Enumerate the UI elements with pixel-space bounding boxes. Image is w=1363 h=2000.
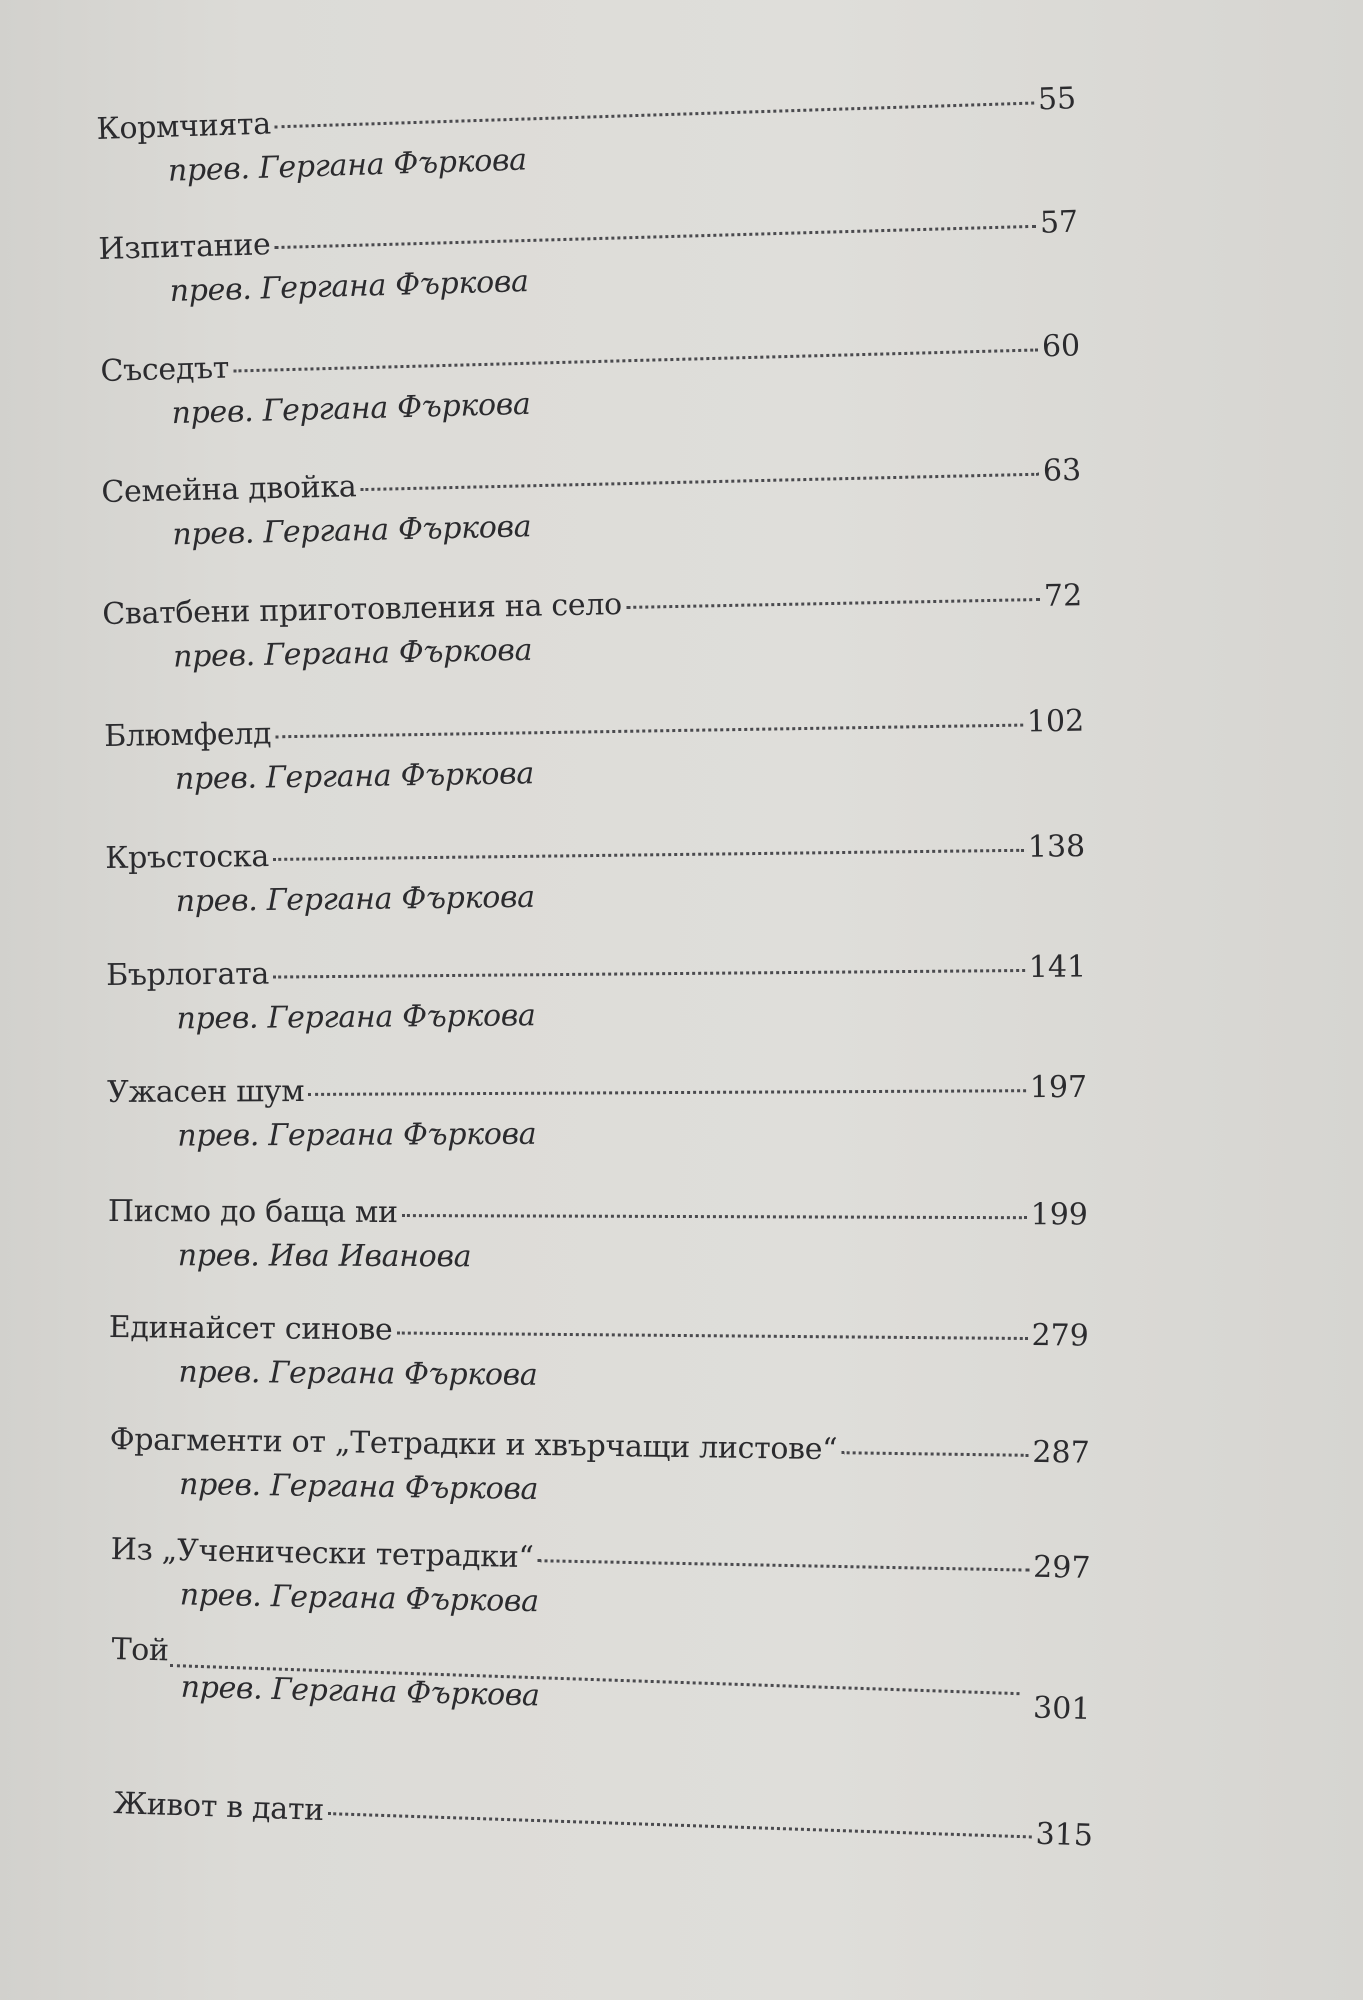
- toc-entry: [107, 1070, 1087, 1154]
- dot-leader: [402, 1214, 1027, 1219]
- page-number: 141: [1028, 949, 1087, 985]
- translator-credit: прев. Гергана Фъркова: [178, 1466, 539, 1507]
- page-number: 297: [1032, 1549, 1091, 1586]
- translator-credit: прев. Гергана Фъркова: [171, 509, 532, 553]
- entry-title: Изпитание: [98, 227, 271, 267]
- toc-entry: [113, 1786, 1094, 1862]
- toc-entry: [104, 704, 1085, 798]
- toc-line: [108, 1194, 1088, 1241]
- dot-leader: [360, 473, 1039, 491]
- page-number: 197: [1029, 1069, 1088, 1106]
- entry-title: Кормчията: [96, 106, 272, 147]
- entry-title: Живот в дати: [112, 1786, 325, 1828]
- entry-title: Блюмфелд: [104, 716, 272, 754]
- dot-leader: [275, 724, 1023, 739]
- translator-credit: прев. Ива Иванова: [177, 1238, 472, 1275]
- dot-leader: [841, 1451, 1028, 1457]
- entry-title: Кръстоска: [105, 838, 270, 876]
- translator-credit: прев. Гергана Фъркова: [175, 879, 535, 920]
- translator-credit: прев. Гергана Фъркова: [178, 1354, 538, 1393]
- dot-leader: [275, 225, 1037, 249]
- dot-leader: [537, 1559, 1029, 1571]
- dot-leader: [308, 1089, 1026, 1096]
- toc-entry: [105, 829, 1086, 920]
- dot-leader: [396, 1332, 1027, 1341]
- page-number: 102: [1026, 703, 1085, 740]
- translator-credit: прев. Гергана Фъркова: [179, 1577, 540, 1620]
- translator-credit: прев. Гергана Фъркова: [177, 1116, 537, 1154]
- page-number: 63: [1042, 452, 1082, 489]
- page-number: 60: [1041, 328, 1081, 365]
- page-number: 72: [1043, 578, 1083, 614]
- translator-credit: прев. Гергана Фъркова: [180, 1669, 540, 1714]
- entry-title: Бърлогата: [106, 956, 270, 993]
- toc-line: [107, 1070, 1087, 1119]
- page-number: 55: [1037, 81, 1077, 118]
- entry-title: Единайсет синове: [108, 1310, 393, 1348]
- toc-entry: [102, 578, 1083, 676]
- page-number: 287: [1032, 1434, 1090, 1471]
- translator-credit: прев. Гергана Фъркова: [169, 264, 530, 310]
- entry-title: Писмо до баща ми: [107, 1194, 398, 1231]
- entry-title: Семейна двойка: [101, 469, 357, 510]
- page-number: 301: [1032, 1690, 1091, 1727]
- translator-credit: прев. Гергана Фъркова: [176, 998, 536, 1037]
- translator-credit: прев. Гергана Фъркова: [167, 142, 528, 189]
- dot-leader: [273, 969, 1025, 979]
- dot-leader: [626, 598, 1040, 609]
- entry-title: Фрагменти от „Тетрадки и хвърчащи листове“: [109, 1422, 838, 1468]
- toc-line: [113, 1786, 1094, 1862]
- toc-entry: [101, 453, 1083, 554]
- toc-entry: [109, 1532, 1090, 1630]
- toc-entry: [108, 1194, 1088, 1276]
- page-number: 199: [1030, 1197, 1088, 1233]
- toc-entry: [109, 1422, 1090, 1515]
- dot-leader: [275, 102, 1034, 129]
- page-number: 315: [1035, 1816, 1094, 1854]
- page-number: 138: [1027, 829, 1086, 865]
- toc-entry: [110, 1632, 1092, 1736]
- dot-leader: [328, 1812, 1032, 1838]
- entry-title: Ужасен шум: [107, 1073, 305, 1110]
- entry-title: Сватбени приготовления на село: [102, 587, 623, 632]
- page-number: 279: [1031, 1318, 1089, 1354]
- translator-credit: прев. Гергана Фъркова: [171, 386, 531, 432]
- translator-credit: прев. Гергана Фъркова: [174, 756, 535, 797]
- dot-leader: [273, 849, 1024, 861]
- toc-entry: [100, 328, 1082, 433]
- translator-credit: прев. Гергана Фъркова: [172, 632, 533, 675]
- toc-entry: [108, 1310, 1089, 1398]
- entry-title: Той: [111, 1632, 170, 1669]
- toc-entry: [98, 205, 1080, 311]
- entry-title: Съседът: [100, 350, 230, 389]
- toc-entry: [106, 949, 1087, 1037]
- page-number: 57: [1039, 204, 1079, 241]
- toc-entry: [96, 81, 1078, 191]
- entry-title: Из „Ученически тетрадки“: [110, 1532, 534, 1576]
- dot-leader: [233, 348, 1038, 372]
